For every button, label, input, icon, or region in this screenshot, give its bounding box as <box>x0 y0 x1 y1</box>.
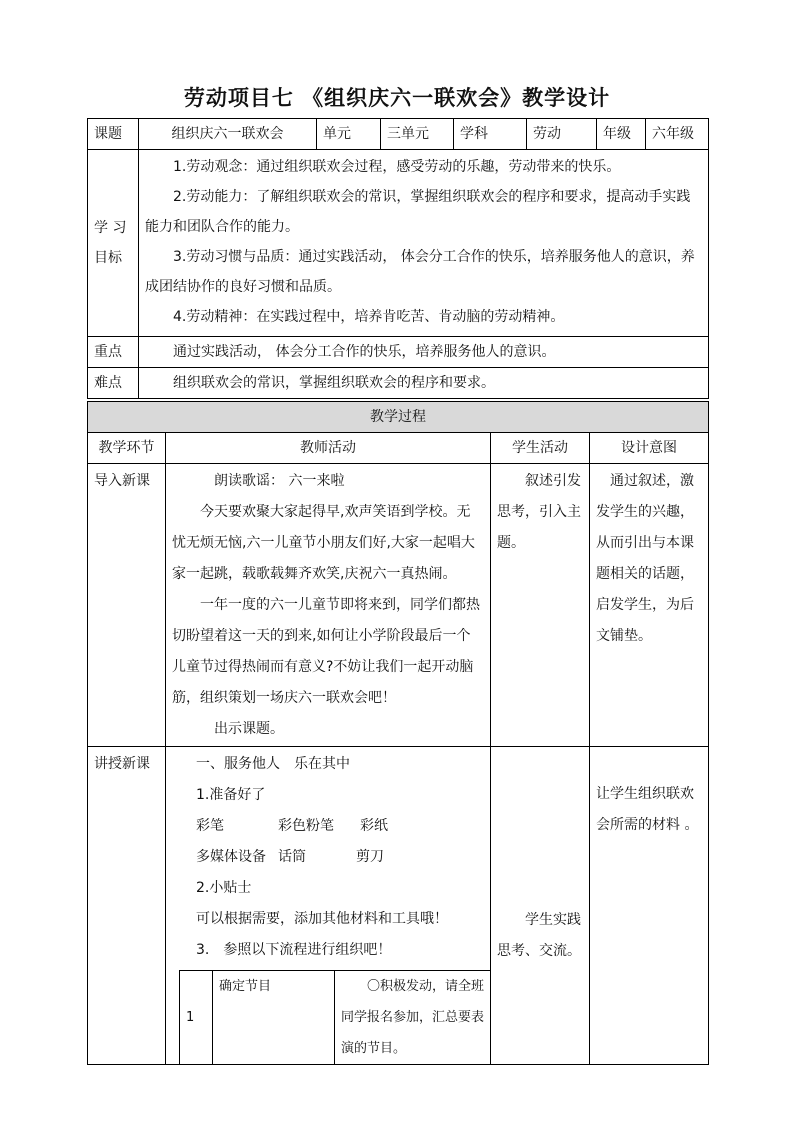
process-heading-row <box>88 402 709 433</box>
intro-teacher <box>166 464 491 747</box>
topic-value: 组织庆六一联欢会 <box>139 119 317 150</box>
material-item: 话筒 <box>278 849 306 865</box>
flow-step-desc-text: 〇积极发动，请全班同学报名参加，汇总要表演的节目。 <box>341 979 485 1056</box>
flow-row <box>180 971 491 1065</box>
key-point-row <box>88 337 709 368</box>
goals-label <box>88 150 139 337</box>
grade-value: 六年级 <box>646 119 709 150</box>
material-item: 彩色粉笔 <box>278 818 334 834</box>
difficulty-row <box>88 368 709 399</box>
goal-item: 1.劳动观念：通过组织联欢会过程，感受劳动的乐趣，劳动带来的快乐。 <box>173 159 621 175</box>
key-point-text <box>139 337 709 368</box>
intro-poem: 今天要欢聚大家起得早,欢声笑语到学校。无忧无烦无恼,六一儿童节小朋友们好,大家一起唱大家一起跳，载歌载舞齐欢笑,庆祝六一真热闹。 <box>172 504 475 582</box>
process-heading: 教学过程 <box>88 402 709 433</box>
key-point-label: 重点 <box>88 337 139 368</box>
intro-intent-text: 通过叙述，激发学生的兴趣，从而引出与本课题相关的话题，启发学生，为后文铺垫。 <box>596 473 694 644</box>
teaching-process-table <box>87 401 709 1065</box>
col-header-stage: 教学环节 <box>88 433 166 464</box>
subject-value: 劳动 <box>527 119 597 150</box>
key-point-paragraph: 通过实践活动， 体会分工合作的快乐，培养服务他人的意识。 <box>173 344 556 360</box>
materials-row <box>166 842 490 873</box>
section-title: 一、服务他人 乐在其中 <box>196 756 350 772</box>
difficulty-text <box>139 368 709 399</box>
intro-show-topic: 出示课题。 <box>214 721 284 737</box>
new-student <box>491 747 590 1065</box>
flow-step-name: 确定节目 <box>213 971 335 1065</box>
col-header-intent: 设计意图 <box>590 433 709 464</box>
grade-label: 年级 <box>597 119 646 150</box>
goals-content <box>139 150 709 337</box>
intro-intent <box>590 464 709 747</box>
material-item: 多媒体设备 <box>196 849 266 865</box>
goals-row <box>88 150 709 337</box>
col-header-student: 学生活动 <box>491 433 590 464</box>
info-row <box>88 119 709 150</box>
document-title: 劳动项目七 《组织庆六一联欢会》教学设计 <box>183 85 611 110</box>
flow-step-number: 1 <box>180 971 213 1065</box>
intro-poem-title: 朗读歌谣： 六一来啦 <box>214 473 345 489</box>
column-header-row <box>88 433 709 464</box>
intro-student-text: 叙述引发思考，引入主题。 <box>497 473 581 551</box>
new-lesson-row <box>88 747 709 1065</box>
intro-student <box>491 464 590 747</box>
materials-row <box>166 811 490 842</box>
difficulty-label: 难点 <box>88 368 139 399</box>
lesson-info-table <box>87 118 709 399</box>
new-teacher <box>166 747 491 1065</box>
new-stage: 讲授新课 <box>88 747 166 1065</box>
col-header-teacher: 教师活动 <box>166 433 491 464</box>
intro-paragraph: 一年一度的六一儿童节即将来到，同学们都热切盼望着这一天的到来,如何让小学阶段最后一个儿童节过得热闹而有意义?不妨让我们一起开动脑筋，组织策划一场庆六一联欢会吧！ <box>172 597 480 706</box>
intro-row <box>88 464 709 747</box>
goals-label-line2: 目标 <box>94 250 122 266</box>
goal-item: 2.劳动能力：了解组织联欢会的常识，掌握组织联欢会的程序和要求，提高动手实践能力和团队合作的能力。 <box>145 189 691 235</box>
material-item: 彩纸 <box>360 818 388 834</box>
new-intent-text: 让学生组织联欢会所需的材料 。 <box>596 786 699 833</box>
flow-step-desc <box>335 971 491 1065</box>
goal-item: 4.劳动精神：在实践过程中，培养肯吃苦、肯动脑的劳动精神。 <box>173 309 565 325</box>
goals-label-line1: 学 习 <box>94 220 127 236</box>
sub-heading-tips: 2.小贴士 <box>196 880 252 896</box>
intro-stage: 导入新课 <box>88 464 166 747</box>
unit-label: 单元 <box>317 119 381 150</box>
subject-label: 学科 <box>454 119 527 150</box>
sub-heading-flow: 3. 参照以下流程进行组织吧！ <box>196 942 392 958</box>
unit-value: 三单元 <box>381 119 454 150</box>
difficulty-paragraph: 组织联欢会的常识，掌握组织联欢会的程序和要求。 <box>173 375 495 391</box>
new-student-text: 学生实践思考、交流。 <box>497 911 581 959</box>
material-item: 剪刀 <box>356 849 384 865</box>
goal-item: 3.劳动习惯与品质：通过实践活动， 体会分工合作的快乐，培养服务他人的意识，养成团结协作的良好习惯和品质。 <box>145 249 695 295</box>
sub-heading-prepare: 1.准备好了 <box>196 787 266 803</box>
topic-label: 课题 <box>88 119 139 150</box>
flow-table-wrap <box>166 970 490 1064</box>
flow-table <box>179 970 490 1064</box>
material-item: 彩笔 <box>196 818 224 834</box>
tip-text: 可以根据需要，添加其他材料和工具哦！ <box>196 911 448 927</box>
new-intent <box>590 747 709 1065</box>
